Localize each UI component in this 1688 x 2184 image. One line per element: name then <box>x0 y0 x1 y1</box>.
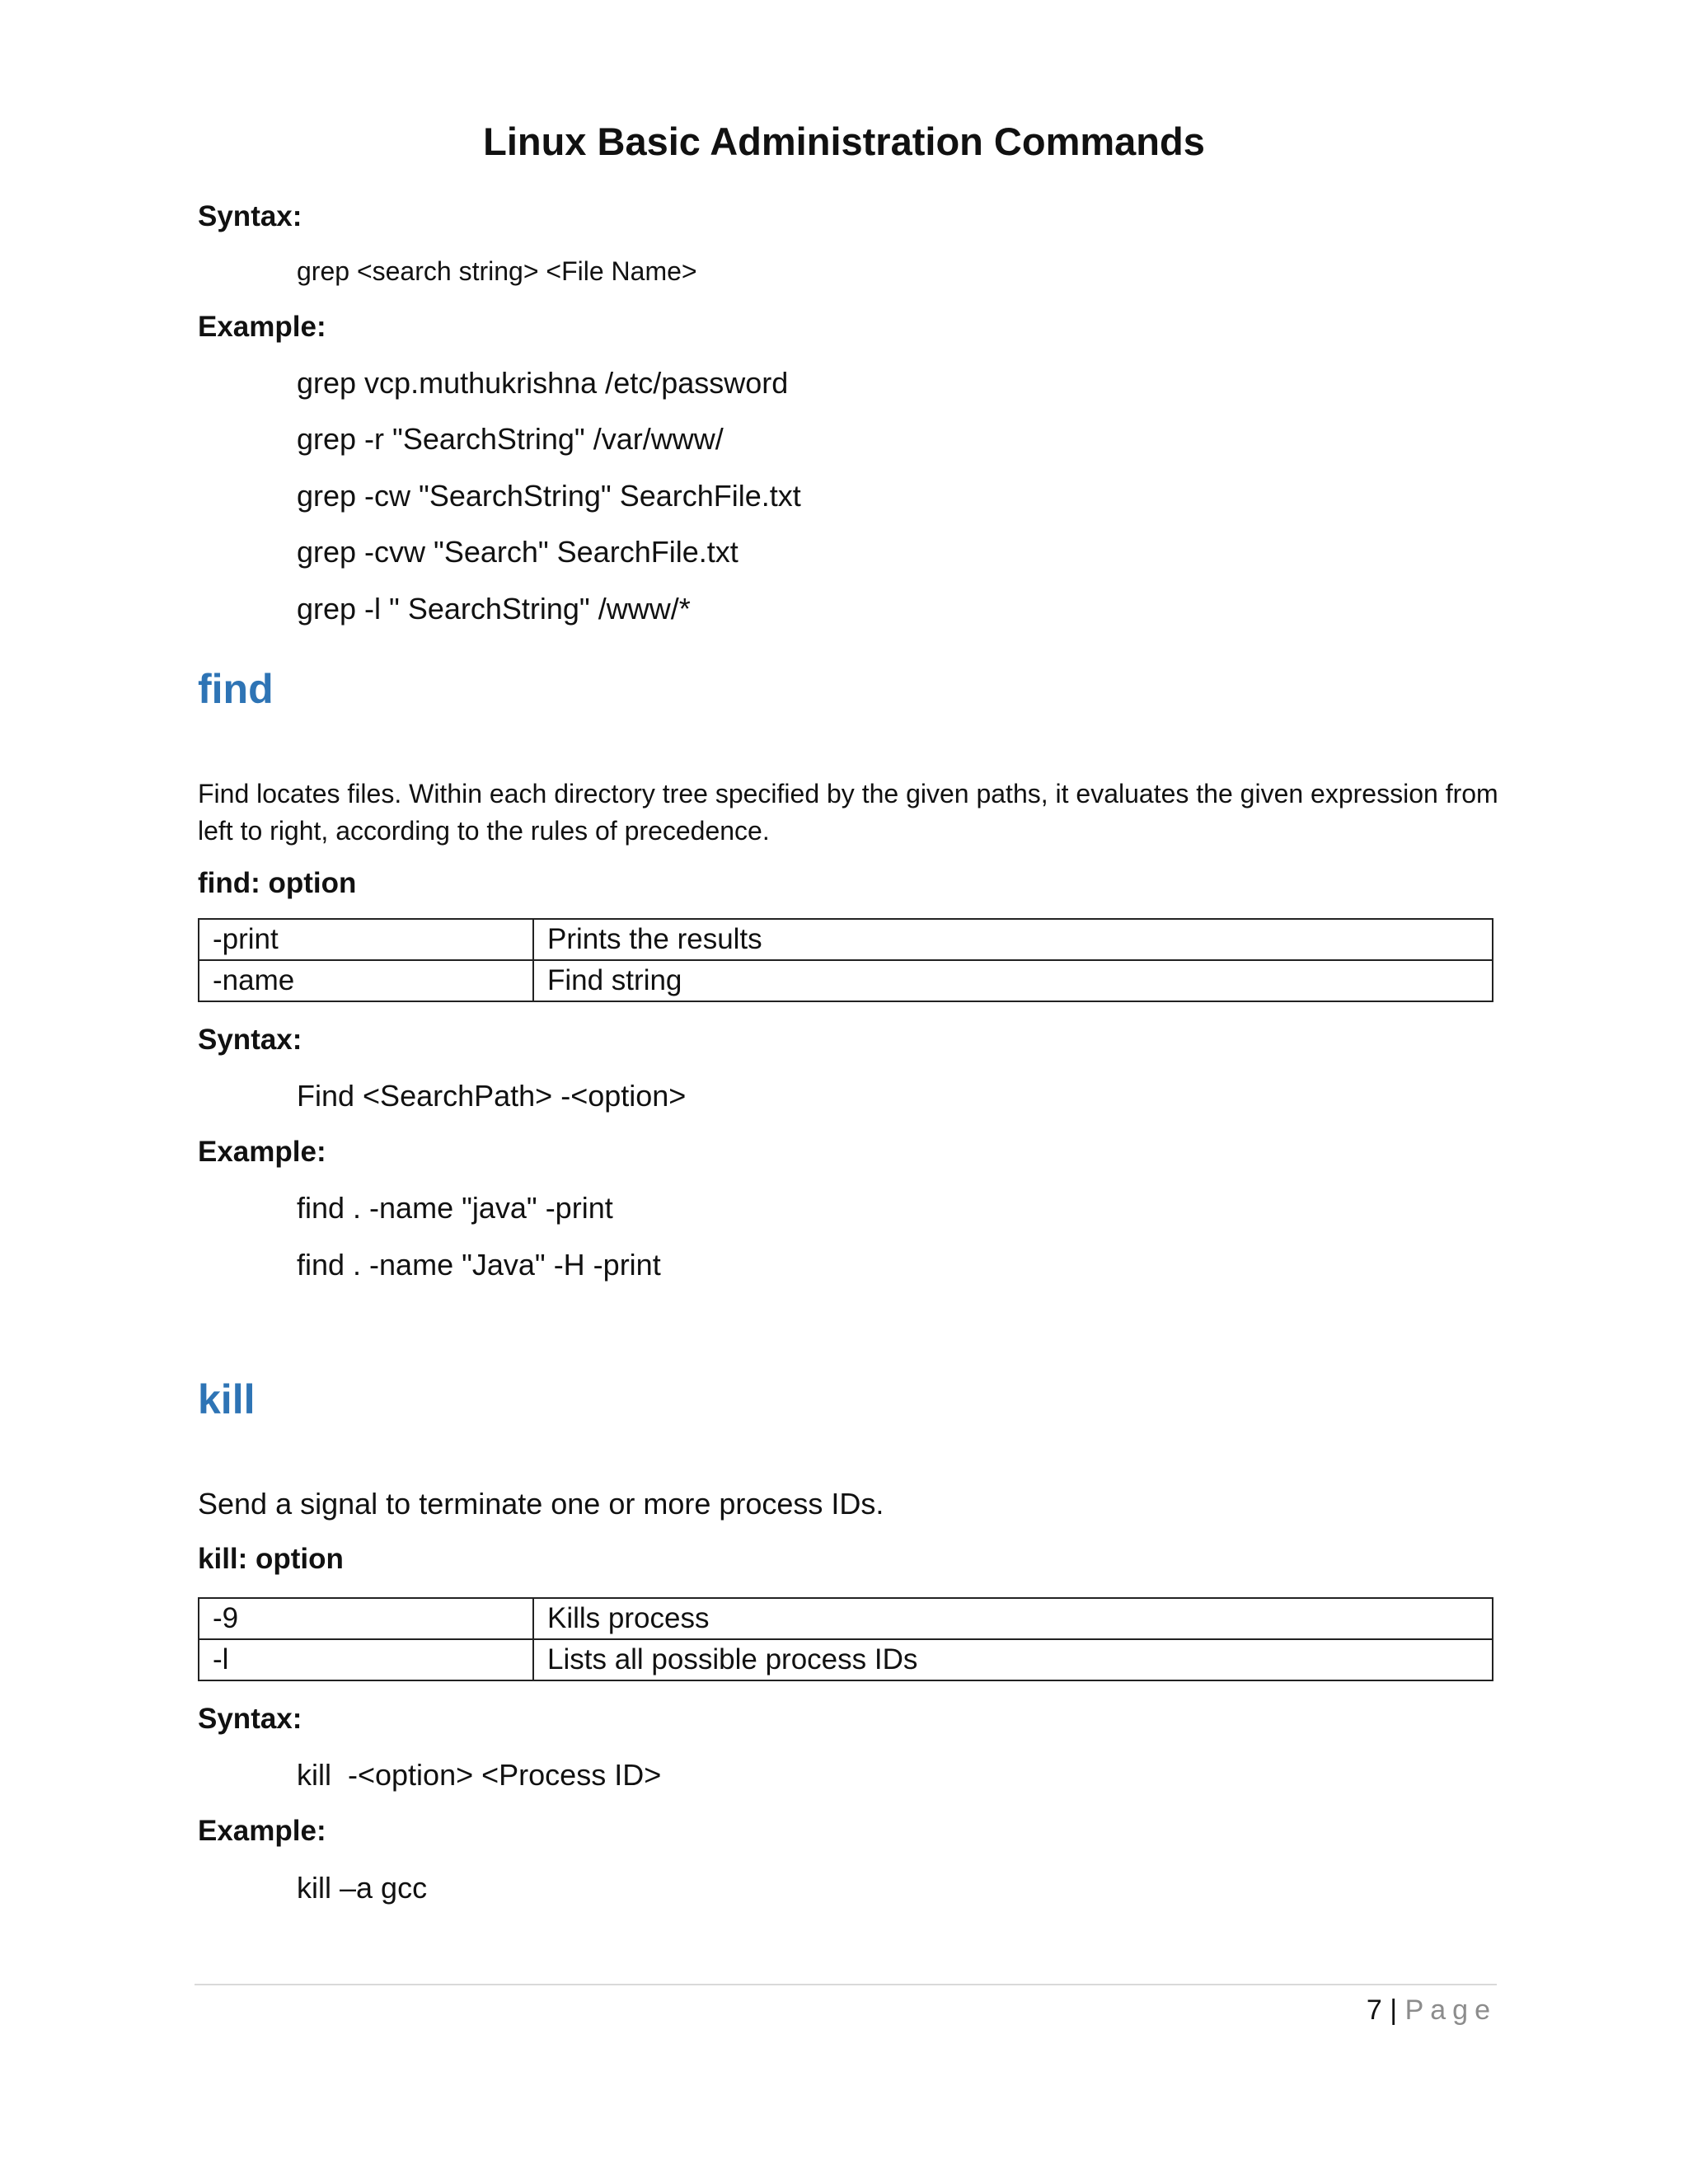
option-flag: -l <box>199 1639 533 1680</box>
kill-example-label: Example: <box>198 1815 326 1847</box>
grep-example-3: grep -cw "SearchString" SearchFile.txt <box>297 479 801 513</box>
kill-options-table <box>198 1597 1493 1681</box>
grep-example-4: grep -cvw "Search" SearchFile.txt <box>297 535 738 569</box>
table-row <box>199 1639 1493 1680</box>
kill-option-label: kill: option <box>198 1543 344 1575</box>
option-flag: -name <box>199 960 533 1001</box>
find-description: Find locates files. Within each directory tree specified by the given paths, it evaluates the given expression from left to right, according to the rules of precedence. <box>198 779 1498 846</box>
grep-syntax: grep <search string> <File Name> <box>297 256 697 286</box>
option-flag: -print <box>199 919 533 960</box>
kill-syntax: kill -<option> <Process ID> <box>297 1758 662 1792</box>
table-row <box>199 960 1493 1001</box>
page-number: 7 <box>1366 1994 1382 2026</box>
table-row <box>199 1598 1493 1639</box>
grep-example-1: grep vcp.muthukrishna /etc/password <box>297 366 789 400</box>
find-syntax-label: Syntax: <box>198 1024 302 1056</box>
find-option-label: find: option <box>198 867 357 899</box>
footer-divider <box>195 1984 1497 1985</box>
table-row <box>199 919 1493 960</box>
page-title: Linux Basic Administration Commands <box>483 120 1205 163</box>
grep-syntax-label: Syntax: <box>198 200 302 232</box>
kill-example-1: kill –a gcc <box>297 1871 428 1905</box>
option-desc: Prints the results <box>533 919 1493 960</box>
page-word: Page <box>1404 1994 1497 2026</box>
grep-example-label: Example: <box>198 311 326 343</box>
option-desc: Lists all possible process IDs <box>533 1639 1493 1680</box>
find-options-table <box>198 918 1493 1002</box>
find-syntax: Find <SearchPath> -<option> <box>297 1079 687 1113</box>
kill-syntax-label: Syntax: <box>198 1703 302 1735</box>
kill-description: Send a signal to terminate one or more process IDs. <box>198 1487 884 1521</box>
find-example-label: Example: <box>198 1136 326 1168</box>
option-desc: Find string <box>533 960 1493 1001</box>
option-flag: -9 <box>199 1598 533 1639</box>
page-footer <box>1367 1991 1497 2029</box>
find-example-2: find . -name "Java" -H -print <box>297 1248 661 1282</box>
find-example-1: find . -name "java" -print <box>297 1191 613 1225</box>
grep-example-5: grep -l " SearchString" /www/* <box>297 592 691 626</box>
footer-separator: | <box>1390 1994 1398 2026</box>
find-heading: find <box>198 666 274 712</box>
grep-example-2: grep -r "SearchString" /var/www/ <box>297 422 724 456</box>
option-desc: Kills process <box>533 1598 1493 1639</box>
kill-heading: kill <box>198 1376 256 1422</box>
